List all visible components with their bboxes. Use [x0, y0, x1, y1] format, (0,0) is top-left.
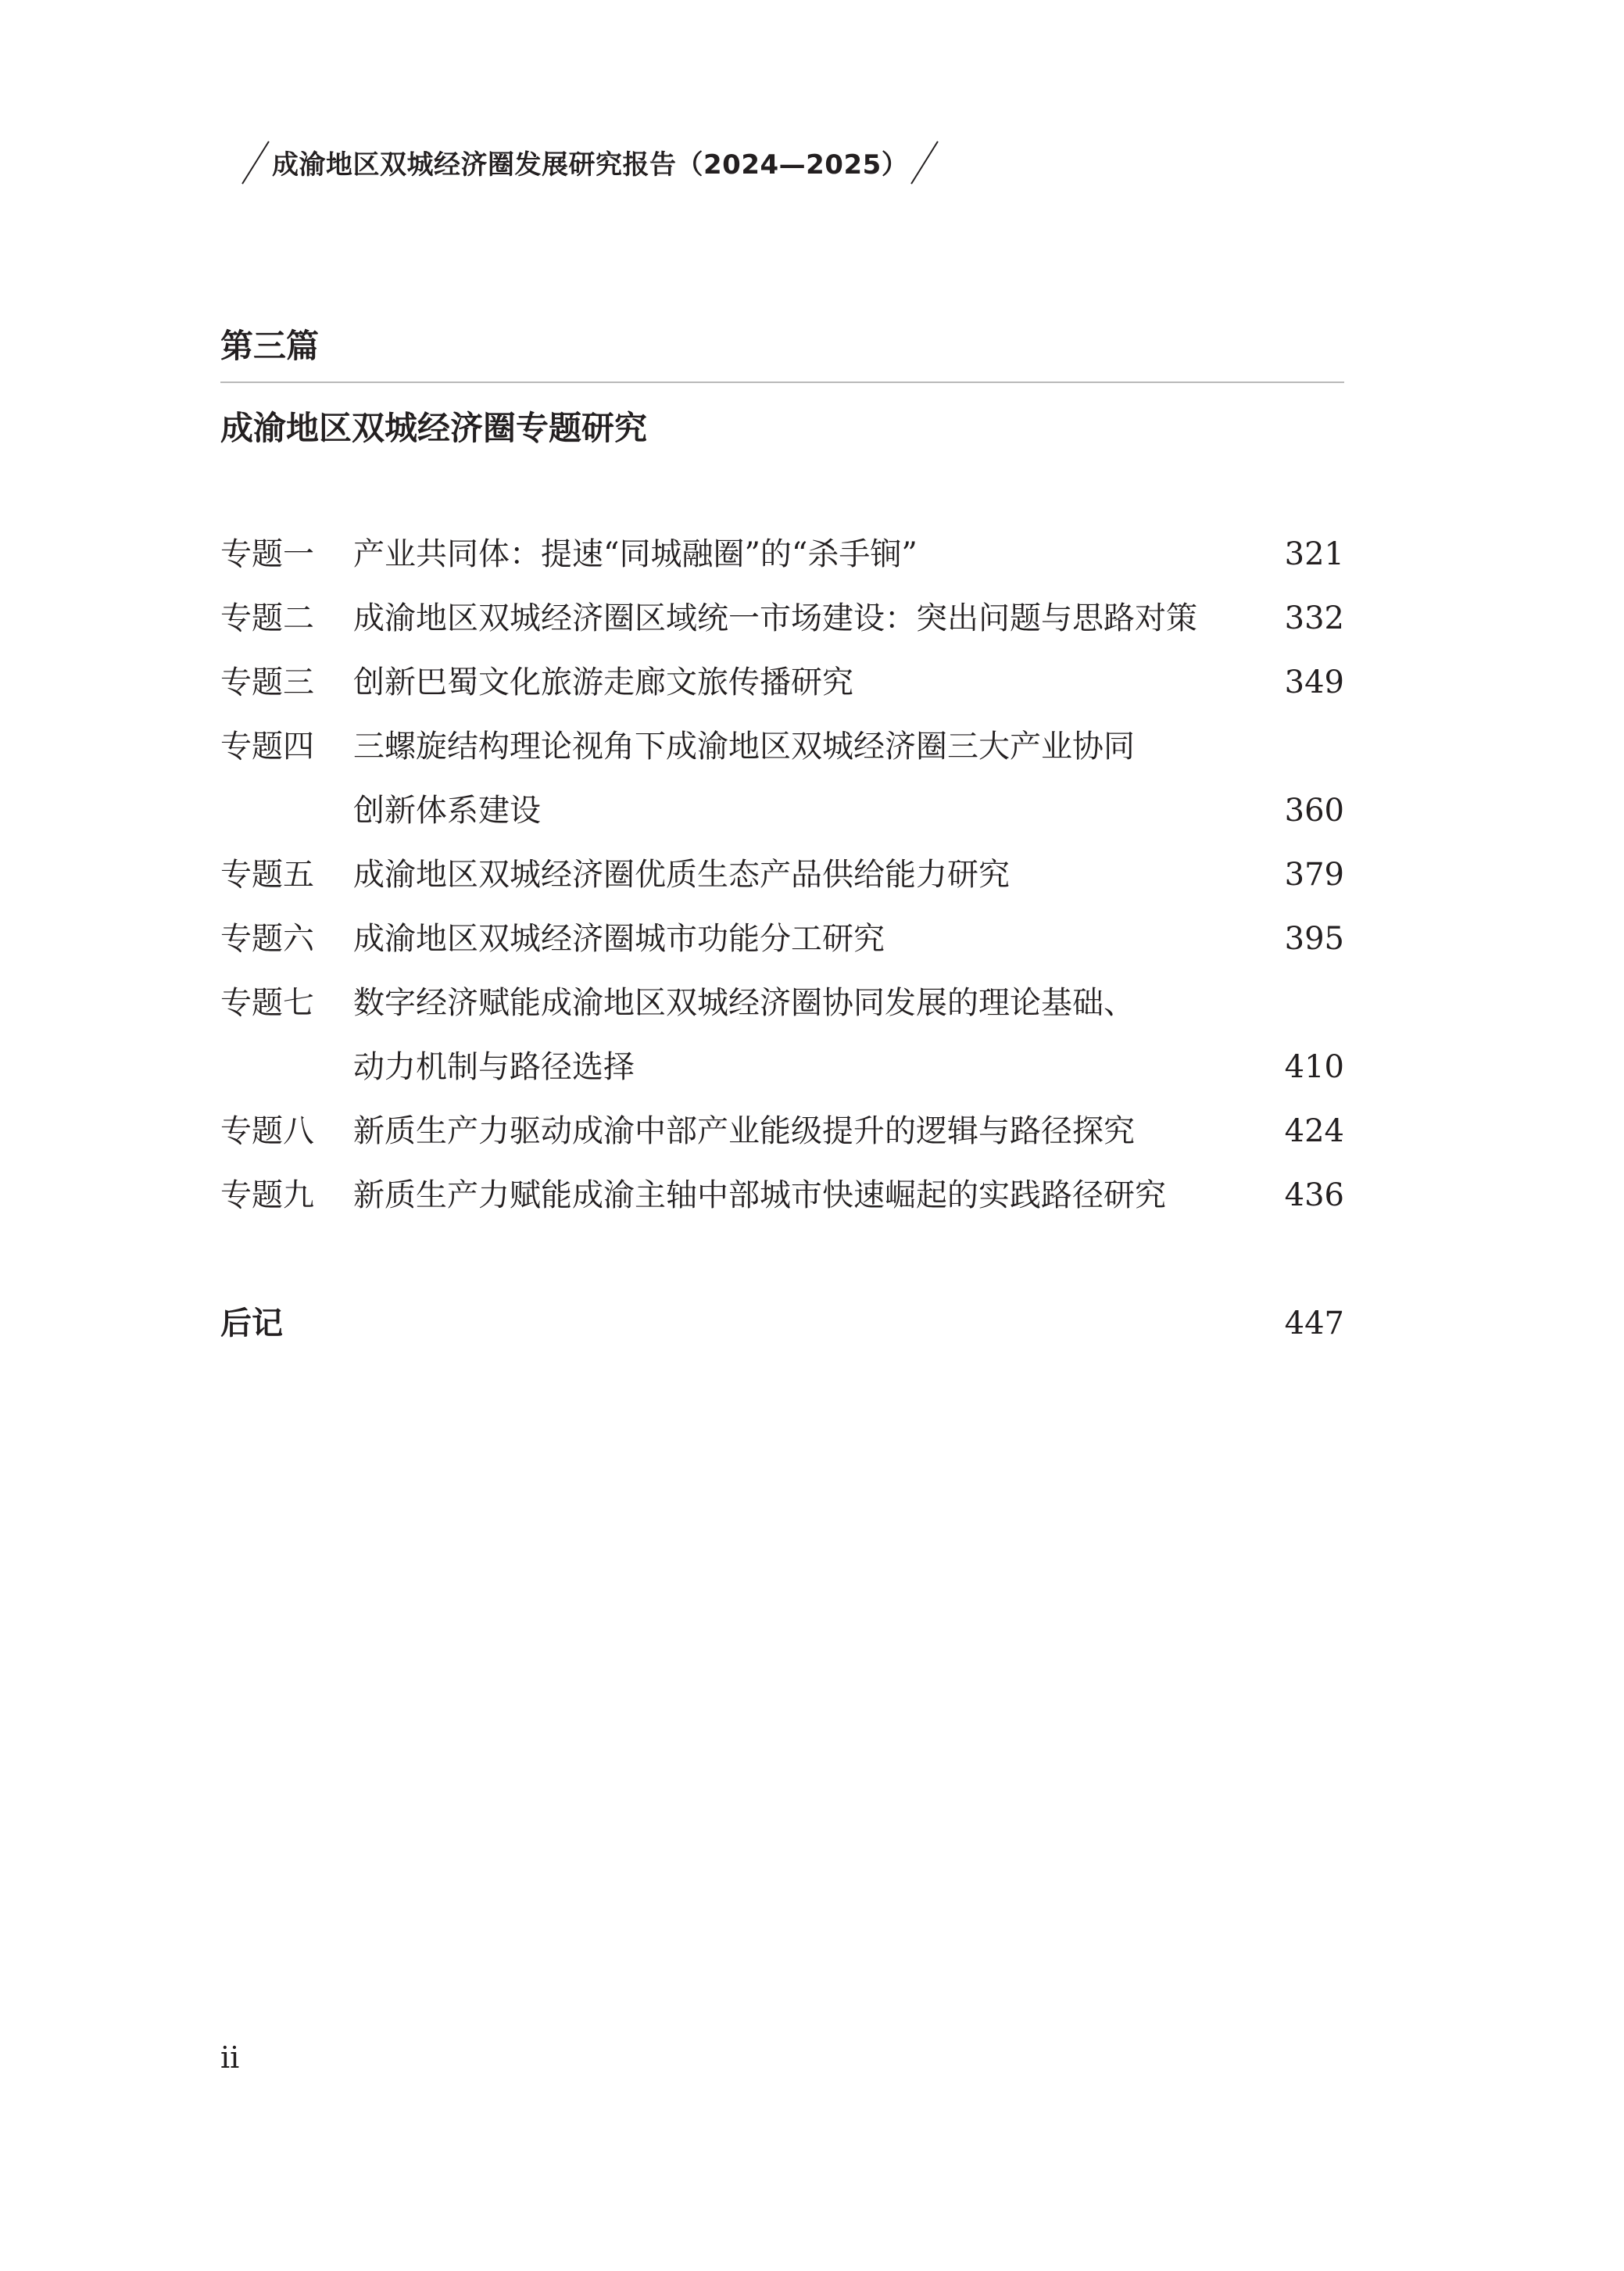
toc-entry-label: 专题二: [220, 600, 314, 636]
toc-line: [220, 1163, 1344, 1227]
toc-entry[interactable]: [220, 650, 1344, 715]
toc-entry[interactable]: [220, 715, 1344, 843]
toc-entry[interactable]: [220, 522, 1344, 586]
toc-entry[interactable]: [220, 907, 1344, 971]
running-head: [242, 134, 938, 189]
toc-entry-page-number: 436: [1284, 1177, 1344, 1213]
toc-line: [220, 522, 1344, 586]
toc-entry-label: 专题四: [220, 729, 314, 765]
toc-line: [220, 779, 1344, 843]
toc-entry-title: 创新体系建设: [353, 793, 541, 829]
afterword-label: 后记: [220, 1305, 283, 1341]
table-of-contents: [220, 522, 1344, 1227]
toc-entry-title: 三螺旋结构理论视角下成渝地区双城经济圈三大产业协同: [353, 729, 1135, 765]
part-divider: [220, 381, 1344, 383]
toc-line: [220, 586, 1344, 650]
toc-entry-page-number: 332: [1284, 600, 1344, 636]
toc-entry-label: 专题三: [220, 664, 314, 700]
toc-entry-page-number: 424: [1284, 1113, 1344, 1149]
toc-line: [220, 1035, 1344, 1099]
toc-entry-label: 专题八: [220, 1113, 314, 1149]
toc-line: [220, 843, 1344, 907]
slash-ornament-right: [911, 139, 938, 184]
running-head-title: 成渝地区双城经济圈发展研究报告（2024—2025）: [272, 149, 909, 181]
toc-line: [220, 1099, 1344, 1163]
toc-entry-page-number: 379: [1284, 857, 1344, 893]
toc-entry-title: 数字经济赋能成渝地区双城经济圈协同发展的理论基础、: [353, 985, 1135, 1021]
toc-line: [220, 971, 1344, 1035]
slash-ornament-left: [242, 139, 269, 184]
toc-entry-page-number: 349: [1284, 664, 1344, 700]
page-folio: ii: [220, 2040, 240, 2075]
part-label: 第三篇: [220, 327, 320, 365]
toc-entry[interactable]: [220, 1099, 1344, 1163]
toc-entry[interactable]: [220, 843, 1344, 907]
toc-entry[interactable]: [220, 586, 1344, 650]
toc-entry-label: 专题一: [220, 536, 314, 572]
toc-entry[interactable]: [220, 1163, 1344, 1227]
toc-line: [220, 650, 1344, 715]
toc-entry-title: 成渝地区双城经济圈城市功能分工研究: [353, 921, 885, 957]
toc-entry-title: 新质生产力驱动成渝中部产业能级提升的逻辑与路径探究: [353, 1113, 1135, 1149]
afterword-page-number: 447: [1284, 1306, 1344, 1341]
toc-entry-page-number: 410: [1284, 1049, 1344, 1085]
toc-entry-title: 成渝地区双城经济圈区域统一市场建设：突出问题与思路对策: [353, 600, 1197, 636]
toc-entry[interactable]: [220, 971, 1344, 1099]
toc-line: [220, 907, 1344, 971]
toc-entry-afterword[interactable]: [220, 1291, 1344, 1356]
toc-entry-title: 产业共同体：提速“同城融圈”的“杀手锏”: [353, 536, 918, 572]
toc-entry-label: 专题九: [220, 1177, 314, 1213]
toc-line: [220, 715, 1344, 779]
toc-entry-page-number: 321: [1284, 536, 1344, 572]
toc-entry-title: 动力机制与路径选择: [353, 1049, 635, 1085]
toc-entry-title: 创新巴蜀文化旅游走廊文旅传播研究: [353, 664, 853, 700]
part-title: 成渝地区双城经济圈专题研究: [220, 409, 648, 447]
toc-entry-label: 专题五: [220, 857, 314, 893]
toc-entry-label: 专题七: [220, 985, 314, 1021]
toc-entry-title: 新质生产力赋能成渝主轴中部城市快速崛起的实践路径研究: [353, 1177, 1166, 1213]
toc-entry-label: 专题六: [220, 921, 314, 957]
toc-entry-page-number: 360: [1284, 793, 1344, 829]
toc-entry-title: 成渝地区双城经济圈优质生态产品供给能力研究: [353, 857, 1010, 893]
toc-entry-page-number: 395: [1284, 921, 1344, 957]
